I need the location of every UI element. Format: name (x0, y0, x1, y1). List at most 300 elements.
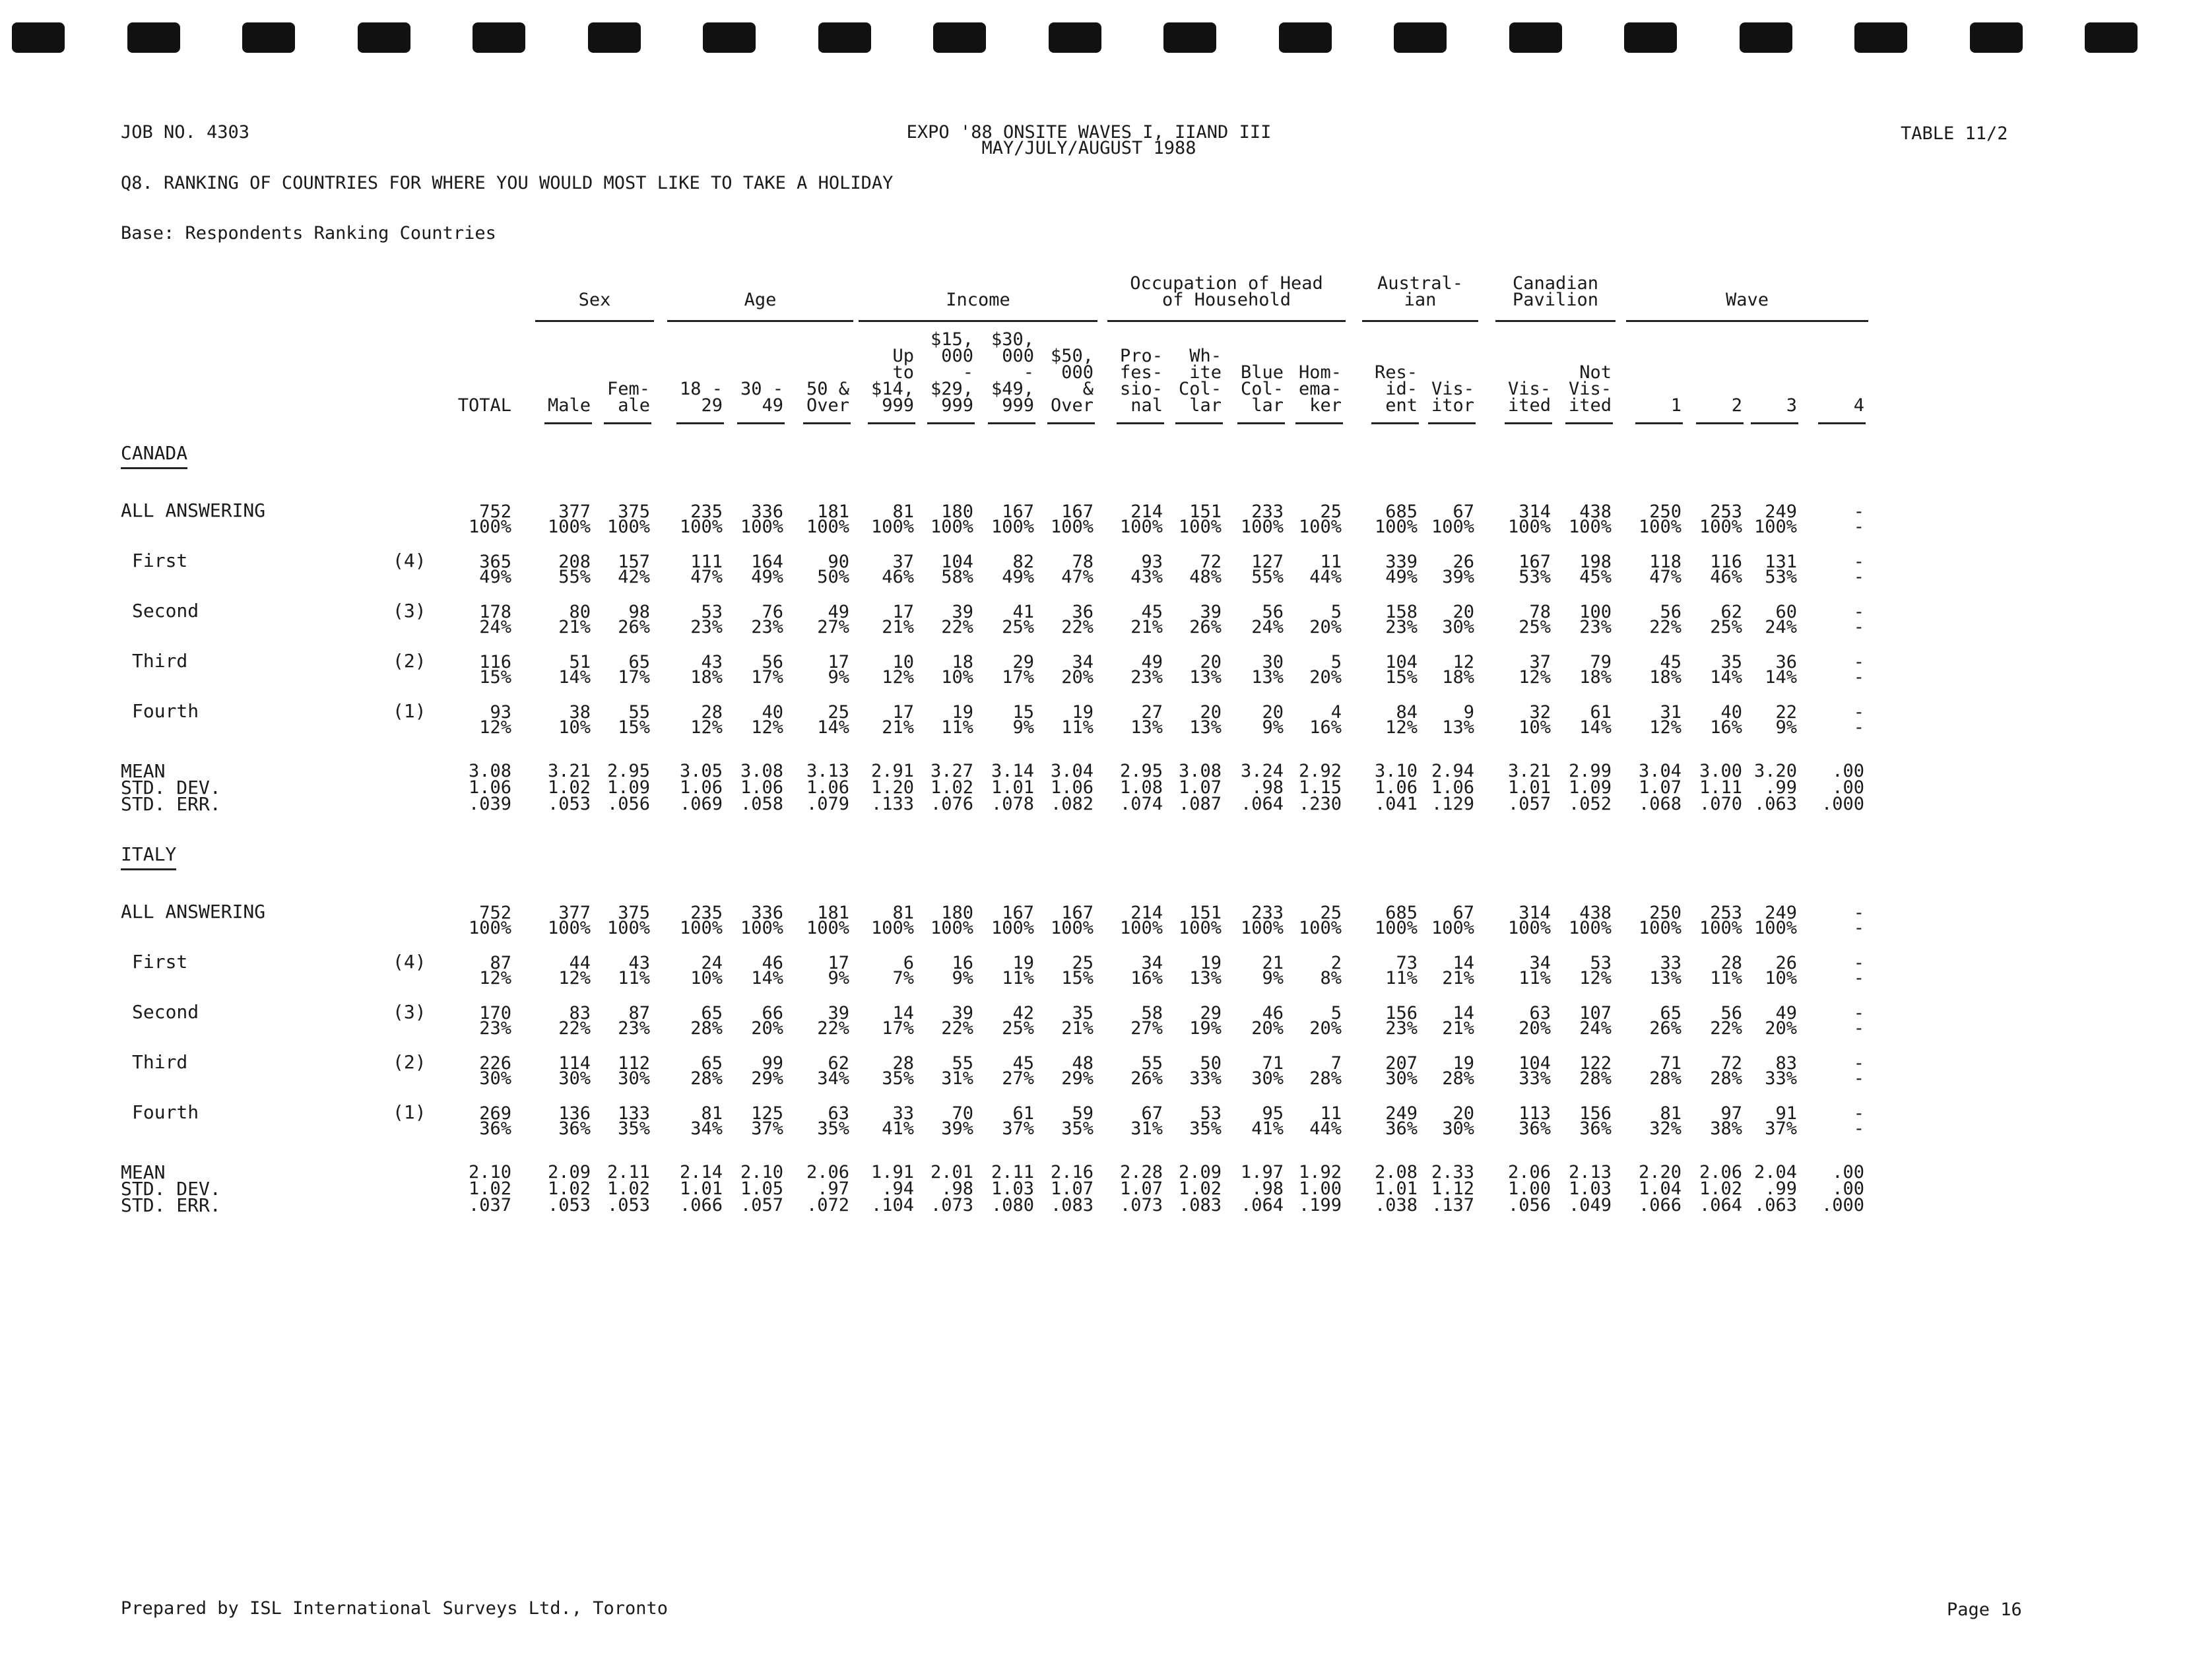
cell-count: 118 (1649, 552, 1682, 572)
cell-percent: - (1853, 567, 1864, 587)
stat-mean: 3.08 (468, 761, 511, 781)
stat-sd: 1.02 (1178, 1179, 1222, 1199)
stat-se: .087 (1178, 794, 1222, 814)
row-label: Second (132, 600, 199, 622)
cell-percent: 100% (1753, 517, 1797, 537)
cell-count: 95 (1262, 1103, 1284, 1124)
cell-percent: 28% (1710, 1068, 1742, 1089)
stat-mean: 2.10 (740, 1162, 783, 1182)
cell-count: 114 (558, 1053, 591, 1074)
stat-sd: 1.03 (991, 1179, 1034, 1199)
cell-percent: - (1853, 1068, 1864, 1089)
cell-count: 65 (1660, 1003, 1682, 1023)
stat-se: .056 (606, 794, 650, 814)
cell-percent: 20% (1765, 1018, 1797, 1039)
stat-sd: 1.07 (1178, 777, 1222, 798)
tractor-feed-hole (1509, 22, 1562, 53)
cell-count: 5 (1330, 1003, 1342, 1023)
stat-sd: 1.07 (1638, 777, 1682, 798)
cell-percent: 100% (1699, 517, 1742, 537)
stat-se: .079 (806, 794, 849, 814)
cell-count: 97 (1720, 1103, 1742, 1124)
cell-count: 73 (1396, 953, 1418, 973)
cell-percent: 24% (1251, 617, 1284, 637)
stat-se: .058 (740, 794, 783, 814)
column-header: 3 (1786, 395, 1797, 416)
column-underline (803, 422, 851, 424)
cell-count: 25 (1320, 903, 1342, 923)
stat-se: .057 (1507, 794, 1551, 814)
cell-count: 63 (828, 1103, 849, 1124)
row-weight: (1) (393, 1101, 426, 1123)
cell-percent: 28% (690, 1068, 723, 1089)
stat-se: .053 (547, 1195, 591, 1215)
cell-count: 100 (1579, 602, 1612, 622)
cell-count: 67 (1453, 501, 1474, 522)
cell-percent: 46% (882, 567, 914, 587)
cell-count: 63 (1529, 1003, 1551, 1023)
cell-count: 83 (1775, 1053, 1797, 1074)
cell-percent: 8% (1320, 968, 1342, 988)
cell-percent: 25% (1710, 617, 1742, 637)
cell-count: 46 (762, 953, 783, 973)
cell-percent: 14% (558, 667, 591, 688)
row-label: ALL ANSWERING (121, 500, 266, 521)
cell-count: 180 (941, 903, 973, 923)
table-number: TABLE 11/2 (1901, 123, 2008, 144)
cell-percent: 18% (690, 667, 723, 688)
row-label: First (132, 550, 188, 571)
cell-percent: 33% (1519, 1068, 1551, 1089)
question-text: Q8. RANKING OF COUNTRIES FOR WHERE YOU WOULD MOST LIKE TO TAKE A HOLIDAY (121, 173, 894, 193)
cell-count: 314 (1519, 903, 1551, 923)
cell-count: 4 (1330, 702, 1342, 723)
cell-percent: 30% (618, 1068, 650, 1089)
stat-sd: 1.01 (1374, 1179, 1418, 1199)
cell-percent: 21% (1061, 1018, 1094, 1039)
cell-count: 131 (1765, 552, 1797, 572)
stat-se: .074 (1119, 794, 1163, 814)
cell-percent: 9% (828, 968, 849, 988)
tractor-feed-hole (242, 22, 295, 53)
column-underline (1818, 422, 1866, 424)
cell-percent: 12% (882, 667, 914, 688)
cell-percent: 100% (870, 918, 914, 938)
prepared-by: Prepared by ISL International Surveys Ltd., Toronto (121, 1598, 669, 1619)
cell-count: 20 (1200, 702, 1222, 723)
cell-count: 180 (941, 501, 973, 522)
cell-count: 25 (828, 702, 849, 723)
cell-percent: 22% (1061, 617, 1094, 637)
cell-percent: 55% (1251, 567, 1284, 587)
stat-sd: 1.07 (1050, 1179, 1094, 1199)
cell-percent: 18% (1579, 667, 1612, 688)
column-header: 4 (1853, 395, 1864, 416)
cell-count: 21 (1262, 953, 1284, 973)
cell-percent: 48% (1189, 567, 1222, 587)
tractor-feed-hole (1854, 22, 1907, 53)
cell-count: 16 (952, 953, 973, 973)
cell-count: 104 (1519, 1053, 1551, 1074)
stat-mean: 2.09 (1178, 1162, 1222, 1182)
cell-count: 167 (1061, 903, 1094, 923)
cell-count: 78 (1529, 602, 1551, 622)
stat-mean: .00 (1832, 761, 1864, 781)
cell-count: 28 (1720, 953, 1742, 973)
stat-se: .070 (1699, 794, 1742, 814)
cell-percent: 23% (479, 1018, 511, 1039)
cell-count: - (1853, 552, 1864, 572)
cell-count: 167 (1002, 903, 1034, 923)
cell-percent: 11% (1385, 968, 1418, 988)
cell-percent: 100% (1507, 918, 1551, 938)
banner-group-underline (859, 320, 1097, 322)
cell-percent: 21% (882, 617, 914, 637)
column-header: $50, 000 & Over (1050, 346, 1094, 416)
stat-mean: 2.06 (806, 1162, 849, 1182)
cell-percent: 16% (1710, 717, 1742, 738)
cell-percent: 23% (618, 1018, 650, 1039)
cell-percent: 12% (1519, 667, 1551, 688)
stat-sd: 1.04 (1638, 1179, 1682, 1199)
cell-percent: 18% (1649, 667, 1682, 688)
cell-count: 66 (762, 1003, 783, 1023)
stat-se: .230 (1298, 794, 1342, 814)
cell-count: 112 (618, 1053, 650, 1074)
stat-sd: 1.06 (1374, 777, 1418, 798)
cell-percent: 47% (1061, 567, 1094, 587)
cell-count: 249 (1385, 1103, 1418, 1124)
cell-percent: 14% (751, 968, 783, 988)
cell-percent: 12% (1385, 717, 1418, 738)
tractor-feed-hole (2085, 22, 2138, 53)
stat-se: .129 (1431, 794, 1474, 814)
stat-mean: 2.14 (679, 1162, 723, 1182)
cell-count: 365 (479, 552, 511, 572)
cell-percent: 30% (1385, 1068, 1418, 1089)
cell-percent: 7% (892, 968, 914, 988)
cell-count: 81 (1660, 1103, 1682, 1124)
column-header: 30 - 49 (740, 379, 783, 416)
cell-percent: 10% (1765, 968, 1797, 988)
cell-count: 53 (1590, 953, 1612, 973)
cell-count: 53 (701, 602, 723, 622)
column-underline (1295, 422, 1343, 424)
stat-se: .104 (870, 1195, 914, 1215)
stat-mean: 3.13 (806, 761, 849, 781)
cell-count: 34 (1072, 652, 1094, 672)
cell-count: 34 (1141, 953, 1163, 973)
cell-count: 17 (892, 702, 914, 723)
cell-percent: 21% (1130, 617, 1163, 637)
cell-percent: 23% (751, 617, 783, 637)
cell-percent: 100% (1119, 918, 1163, 938)
column-header: Wh- ite Col- lar (1178, 346, 1222, 416)
stat-mean: 2.06 (1699, 1162, 1742, 1182)
cell-count: 127 (1251, 552, 1284, 572)
cell-percent: 35% (882, 1068, 914, 1089)
cell-count: 113 (1519, 1103, 1551, 1124)
stat-label: MEAN (121, 1161, 166, 1183)
cell-count: 72 (1200, 552, 1222, 572)
cell-count: 14 (892, 1003, 914, 1023)
cell-count: 214 (1130, 501, 1163, 522)
cell-count: 116 (479, 652, 511, 672)
cell-count: 125 (751, 1103, 783, 1124)
stat-mean: 2.04 (1753, 1162, 1797, 1182)
stat-se: .063 (1753, 1195, 1797, 1215)
stat-mean: 2.33 (1431, 1162, 1474, 1182)
stat-sd: 1.06 (1431, 777, 1474, 798)
stat-se: .000 (1821, 1195, 1864, 1215)
stat-se: .199 (1298, 1195, 1342, 1215)
stat-sd: 1.06 (679, 777, 723, 798)
cell-count: 33 (1660, 953, 1682, 973)
row-label: Second (132, 1001, 199, 1023)
cell-percent: 49% (1002, 567, 1034, 587)
cell-percent: 12% (1579, 968, 1612, 988)
cell-count: 72 (1720, 1053, 1742, 1074)
cell-count: 235 (690, 903, 723, 923)
stat-mean: 2.91 (870, 761, 914, 781)
cell-percent: 55% (558, 567, 591, 587)
cell-percent: 19% (1189, 1018, 1222, 1039)
cell-percent: 10% (1519, 717, 1551, 738)
cell-percent: 100% (1431, 918, 1474, 938)
stat-sd: .98 (941, 1179, 973, 1199)
cell-percent: 53% (1765, 567, 1797, 587)
cell-count: 18 (952, 652, 973, 672)
cell-count: 67 (1141, 1103, 1163, 1124)
cell-count: - (1853, 702, 1864, 723)
cell-percent: 100% (930, 517, 973, 537)
cell-count: 41 (1012, 602, 1034, 622)
cell-count: 269 (479, 1103, 511, 1124)
cell-count: 136 (558, 1103, 591, 1124)
cell-percent: 100% (1178, 517, 1222, 537)
cell-count: 60 (1775, 602, 1797, 622)
column-header: $30, 000 - $49, 999 (991, 329, 1034, 416)
stat-mean: 1.97 (1240, 1162, 1284, 1182)
cell-percent: 100% (1374, 517, 1418, 537)
stat-se: .137 (1431, 1195, 1474, 1215)
cell-percent: 10% (558, 717, 591, 738)
cell-count: 685 (1385, 903, 1418, 923)
cell-count: - (1853, 602, 1864, 622)
cell-count: 167 (1061, 501, 1094, 522)
section-heading: ITALY (121, 843, 177, 865)
cell-count: - (1853, 652, 1864, 672)
stat-sd: 1.02 (606, 1179, 650, 1199)
cell-percent: 13% (1649, 968, 1682, 988)
tractor-feed-hole (1279, 22, 1332, 53)
cell-percent: 28% (1309, 1068, 1342, 1089)
cell-count: 62 (828, 1053, 849, 1074)
cell-count: 253 (1710, 501, 1742, 522)
cell-count: 49 (828, 602, 849, 622)
stat-se: .000 (1821, 794, 1864, 814)
banner-group-label: Occupation of Head of Household (1130, 273, 1323, 310)
cell-count: 375 (618, 501, 650, 522)
cell-count: 164 (751, 552, 783, 572)
cell-percent: 39% (941, 1118, 973, 1139)
cell-percent: 20% (1519, 1018, 1551, 1039)
tractor-feed-hole (12, 22, 65, 53)
cell-percent: 12% (479, 717, 511, 738)
cell-count: 35 (1720, 652, 1742, 672)
cell-percent: 100% (1050, 918, 1094, 938)
cell-percent: 14% (1710, 667, 1742, 688)
cell-count: 116 (1710, 552, 1742, 572)
cell-percent: 13% (1442, 717, 1474, 738)
tractor-feed-hole (703, 22, 756, 53)
column-header: $15, 000 - $29, 999 (930, 329, 973, 416)
cell-percent: 37% (1765, 1118, 1797, 1139)
page-number: Page 16 (1947, 1599, 2022, 1620)
cell-percent: 16% (1309, 717, 1342, 738)
cell-count: 37 (892, 552, 914, 572)
cell-percent: 41% (882, 1118, 914, 1139)
cell-percent: 32% (1649, 1118, 1682, 1139)
column-header: 18 - 29 (679, 379, 723, 416)
cell-percent: 100% (806, 918, 849, 938)
stat-sd: 1.00 (1507, 1179, 1551, 1199)
cell-percent: 100% (1699, 918, 1742, 938)
column-underline (544, 422, 592, 424)
stat-mean: 2.06 (1507, 1162, 1551, 1182)
cell-count: 45 (1660, 652, 1682, 672)
cell-count: 12 (1453, 652, 1474, 672)
cell-count: 19 (1072, 702, 1094, 723)
cell-percent: 35% (1189, 1118, 1222, 1139)
cell-percent: 11% (1519, 968, 1551, 988)
cell-percent: 15% (1385, 667, 1418, 688)
cell-percent: 17% (751, 667, 783, 688)
stat-mean: .00 (1832, 1162, 1864, 1182)
cell-percent: 47% (690, 567, 723, 587)
cell-percent: 23% (1385, 1018, 1418, 1039)
cell-count: 207 (1385, 1053, 1418, 1074)
cell-count: 45 (1141, 602, 1163, 622)
cell-count: 83 (569, 1003, 591, 1023)
cell-percent: 22% (817, 1018, 849, 1039)
cell-percent: 21% (882, 717, 914, 738)
cell-percent: 22% (558, 1018, 591, 1039)
row-weight: (1) (393, 700, 426, 722)
cell-percent: 13% (1130, 717, 1163, 738)
stat-se: .068 (1638, 794, 1682, 814)
cell-count: 336 (751, 501, 783, 522)
stat-label: STD. DEV. (121, 777, 221, 798)
cell-percent: 100% (1431, 517, 1474, 537)
cell-percent: - (1853, 1018, 1864, 1039)
stat-se: .037 (468, 1195, 511, 1215)
column-header: 2 (1731, 395, 1742, 416)
stat-sd: 1.06 (806, 777, 849, 798)
cell-count: 34 (1529, 953, 1551, 973)
tractor-feed-hole (1163, 22, 1216, 53)
cell-percent: - (1853, 968, 1864, 988)
cell-percent: 9% (1775, 717, 1797, 738)
stat-mean: 3.04 (1638, 761, 1682, 781)
cell-count: 685 (1385, 501, 1418, 522)
cell-percent: 14% (817, 717, 849, 738)
cell-count: 59 (1072, 1103, 1094, 1124)
cell-percent: 35% (618, 1118, 650, 1139)
cell-count: 80 (569, 602, 591, 622)
cell-count: 81 (701, 1103, 723, 1124)
row-label: ALL ANSWERING (121, 901, 266, 922)
stat-se: .064 (1240, 794, 1284, 814)
cell-count: - (1853, 903, 1864, 923)
column-underline (676, 422, 724, 424)
cell-count: 39 (1200, 602, 1222, 622)
cell-percent: 100% (930, 918, 973, 938)
cell-count: 40 (762, 702, 783, 723)
cell-count: 7 (1330, 1053, 1342, 1074)
stat-mean: 3.04 (1050, 761, 1094, 781)
stat-sd: .99 (1765, 1179, 1797, 1199)
banner-group-underline (1107, 320, 1346, 322)
cell-percent: 29% (1061, 1068, 1094, 1089)
cell-percent: 9% (1262, 717, 1284, 738)
cell-count: 156 (1385, 1003, 1418, 1023)
cell-percent: 20% (1309, 667, 1342, 688)
stat-se: .053 (547, 794, 591, 814)
stat-mean: 1.92 (1298, 1162, 1342, 1182)
cell-percent: 34% (690, 1118, 723, 1139)
banner-group-label: Sex (578, 290, 611, 310)
cell-percent: 44% (1309, 567, 1342, 587)
cell-count: 20 (1453, 602, 1474, 622)
column-underline (1047, 422, 1095, 424)
cell-percent: 34% (817, 1068, 849, 1089)
cell-percent: 28% (1442, 1068, 1474, 1089)
banner-group-label: Austral- ian (1377, 273, 1464, 310)
stat-sd: 1.06 (468, 777, 511, 798)
cell-count: 70 (952, 1103, 973, 1124)
cell-count: - (1853, 501, 1864, 522)
cell-percent: 16% (1130, 968, 1163, 988)
stat-se: .078 (991, 794, 1034, 814)
cell-percent: 17% (882, 1018, 914, 1039)
cell-percent: 11% (941, 717, 973, 738)
stat-se: .083 (1050, 1195, 1094, 1215)
cell-count: 20 (1200, 652, 1222, 672)
stat-se: .069 (679, 794, 723, 814)
column-underline (927, 422, 975, 424)
cell-count: 43 (628, 953, 650, 973)
cell-count: - (1853, 1053, 1864, 1074)
stat-label: MEAN (121, 760, 166, 782)
cell-count: 46 (1262, 1003, 1284, 1023)
cell-count: 5 (1330, 602, 1342, 622)
stat-se: .083 (1178, 1195, 1222, 1215)
cell-count: 752 (479, 903, 511, 923)
cell-percent: 12% (558, 968, 591, 988)
cell-count: 55 (952, 1053, 973, 1074)
cell-percent: 100% (679, 918, 723, 938)
row-label: Third (132, 650, 188, 672)
cell-count: 178 (479, 602, 511, 622)
row-weight: (3) (393, 600, 426, 622)
cell-percent: - (1853, 667, 1864, 688)
cell-percent: 42% (618, 567, 650, 587)
stat-mean: 2.95 (606, 761, 650, 781)
cell-percent: 58% (941, 567, 973, 587)
column-underline (1371, 422, 1419, 424)
cell-count: 25 (1072, 953, 1094, 973)
